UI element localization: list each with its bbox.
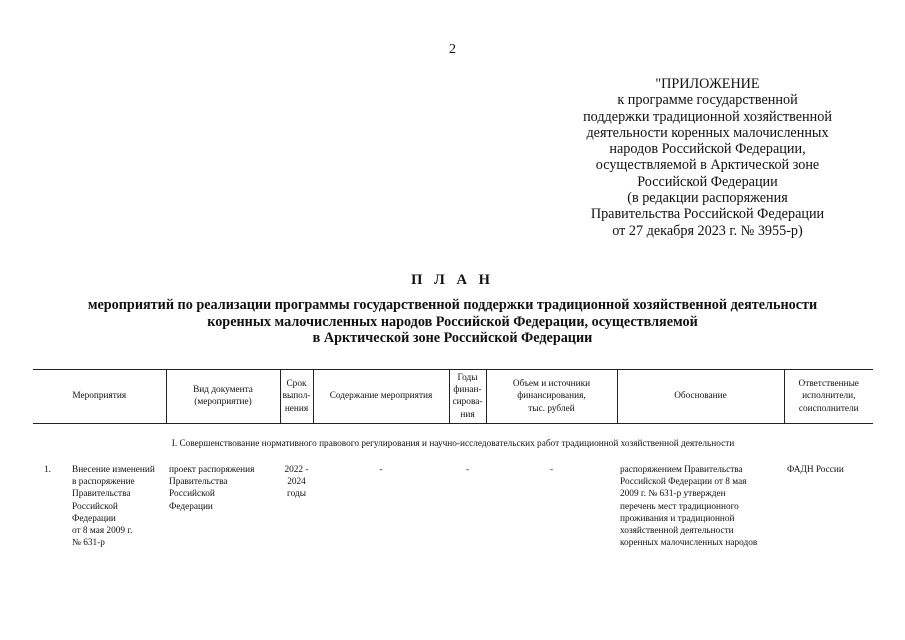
page-number: 2 bbox=[449, 42, 456, 57]
header-volume: Объем и источники финансирования, тыс. рублей bbox=[486, 370, 617, 424]
appendix-line: от 27 декабря 2023 г. № 3955-р) bbox=[612, 222, 803, 239]
header-doc-type: Вид документа (мероприятие) bbox=[166, 370, 280, 424]
cell-content: - bbox=[379, 465, 383, 476]
plan-subtitle-line: коренных малочисленных народов Российской Федерации, осуществляемой bbox=[207, 313, 698, 330]
cell-term: 2022 - 2024 годы bbox=[284, 465, 309, 500]
appendix-line: (в редакции распоряжения bbox=[627, 190, 788, 207]
header-years: Годы финан- сирова- ния bbox=[449, 370, 486, 424]
appendix-line: народов Российской Федерации, bbox=[609, 141, 806, 158]
appendix-header bbox=[540, 76, 875, 239]
appendix-line: к программе государственной bbox=[617, 92, 798, 109]
plan-subtitle bbox=[40, 297, 865, 347]
plan-subtitle-line: в Арктической зоне Российской Федерации bbox=[312, 330, 593, 346]
table-row bbox=[33, 464, 873, 549]
cell-volume: - bbox=[549, 465, 554, 476]
appendix-line: поддержки традиционной хозяйственной bbox=[583, 108, 832, 125]
header-content: Содержание мероприятия bbox=[313, 370, 449, 424]
header-measures: Мероприятия bbox=[33, 370, 166, 424]
appendix-line: Российской Федерации bbox=[637, 173, 778, 190]
cell-measure bbox=[33, 464, 166, 549]
cell-doc-type: проект распоряжения Правительства Российской Федерации bbox=[169, 465, 255, 512]
header-term: Срок выпол- нения bbox=[280, 370, 313, 424]
appendix-line: "ПРИЛОЖЕНИЕ bbox=[655, 76, 760, 92]
cell-years: - bbox=[465, 465, 470, 476]
appendix-line: осуществляемой в Арктической зоне bbox=[595, 157, 820, 174]
section-row bbox=[33, 423, 873, 464]
plan-subtitle-line: мероприятий по реализации программы государственной поддержки традиционной хозяйственной деятельности bbox=[87, 297, 818, 313]
section-title: I. Совершенствование нормативного правового регулирования и научно-исследовательских работ традиционной хозяйственной деятельности bbox=[171, 438, 735, 449]
plan-title: П Л А Н bbox=[411, 272, 494, 288]
measure-inner bbox=[36, 464, 163, 549]
appendix-line: деятельности коренных малочисленных bbox=[586, 124, 829, 141]
header-responsible: Ответственные исполнители, соисполнители bbox=[784, 370, 873, 424]
cell-responsible: ФАДН России bbox=[787, 465, 844, 476]
table-header-row bbox=[33, 370, 873, 424]
appendix-line: Правительства Российской Федерации bbox=[590, 206, 825, 223]
measure-text: Внесение изменений в распоряжение Правительства Российской Федерации от 8 мая 2009 г. № 631-р bbox=[72, 465, 155, 549]
cell-justification: распоряжением Правительства Российской Федерации от 8 мая 2009 г. № 631-р утвержден перечень мест традиционного проживания и традиционной хозяйственной деятельности коренных малочисленных народов bbox=[620, 465, 758, 549]
row-number: 1. bbox=[44, 465, 51, 476]
plan-table bbox=[33, 369, 873, 549]
header-justification: Обоснование bbox=[617, 370, 784, 424]
